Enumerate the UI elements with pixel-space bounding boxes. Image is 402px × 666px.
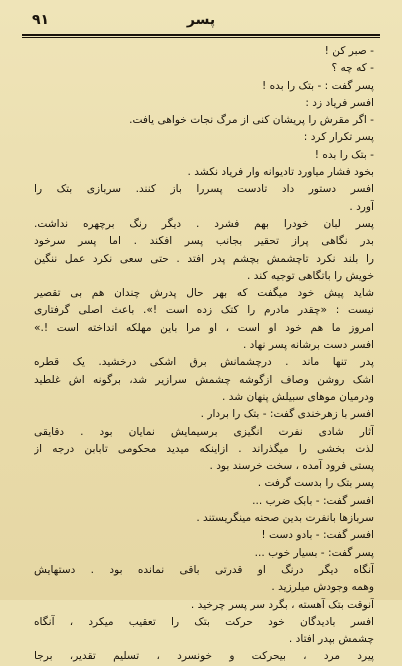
- header-rule-thick: [22, 34, 380, 36]
- header-rule-thin: [22, 37, 380, 38]
- text-line: - که چه ؟: [331, 62, 374, 75]
- text-line: افسر گفت: - بابک ضرب ...: [252, 494, 374, 507]
- text-line: آنگاه دیگر درنگ او قدرتی باقی نمانده بود . دستهایش: [34, 563, 374, 576]
- text-line: افسر گفت: - بادو دست !: [261, 529, 374, 542]
- text-line: شاید پیش خود میگفت که بهر حال پدرش چندان هم بی تقصیر: [34, 287, 374, 300]
- text-line: افسر با زهرخندی گفت: - بتک را بردار .: [200, 408, 374, 421]
- text-line: آنوقت بتک آهسته ، بگرد سر پسر چرخید .: [190, 598, 374, 611]
- text-line: لذت بخشی را میگذراند . ازاینکه میدید محکومی تابابن درجه از: [34, 442, 374, 455]
- text-line: امروز ما هم خود او است ، او مرا باین مهلکه انداخته است !.»: [34, 321, 374, 334]
- text-line: اشک روشن وصاف ازگوشه چشمش سرازیر شد، برگونه اش غلطید: [34, 373, 374, 386]
- page-number: ۹۱: [32, 12, 50, 28]
- text-line: بخود فشار میاورد تادیوانه وار فریاد نکشد .: [187, 166, 374, 179]
- text-line: - بتک را بده !: [314, 148, 374, 161]
- text-line: آورد .: [349, 200, 374, 213]
- text-line: را بلند نکرد تاچشمش بچشم پدر افتد . حتی سعی نکرد عمل ننگین: [34, 252, 374, 265]
- text-line: - اگر مقرش را پریشان کنی از مرگ نجات خواهی یافت.: [129, 114, 374, 127]
- page-header: [22, 12, 380, 32]
- text-line: پسر لبان خودرا بهم فشرد . دیگر رنگ برچهره نداشت.: [34, 217, 374, 230]
- text-line: افسر دستور داد تادست پسررا باز کنند. سربازی بتک را: [34, 183, 374, 196]
- text-line: - صبر کن !: [324, 45, 374, 57]
- text-line: افسر دست برشانه پسر نهاد .: [242, 339, 374, 352]
- body-text: [34, 43, 374, 663]
- text-line: وهمه وجودش میلرزید .: [271, 581, 374, 594]
- text-line: چشمش بپدر افتاد .: [288, 633, 374, 646]
- text-line: خویش را باتگاهی توجیه کند .: [246, 269, 374, 282]
- running-title: پسر: [186, 12, 216, 28]
- text-line: ودرمیان موهای سبیلش پنهان شد .: [221, 390, 374, 403]
- text-line: سربازها بانفرت بدین صحنه مینگریستند .: [196, 512, 374, 525]
- text-line: افسر فریاد زد :: [305, 96, 374, 109]
- text-line: پسر گفت: - بسیار خوب ...: [254, 546, 374, 559]
- text-line: پسر تکرار کرد :: [303, 131, 374, 144]
- text-line: آثار شادی نفرت انگیزی برسیمایش نمایان بود . دقایقی: [34, 425, 374, 438]
- text-line: بدر نگاهی پراز تحقیر بجانب پسر افکند . اما پسر سرخود: [34, 235, 374, 248]
- text-line: افسر باديدگان خود حرکت بتک را تعقیب میکرد ، آنگاه: [34, 615, 374, 628]
- text-line: پستی فرود آمده ، سخت خرسند بود .: [209, 460, 374, 473]
- text-line: پیرد مرد ، بیحرکت و خونسرد ، تسلیم تقدیر، برجا: [34, 650, 374, 663]
- text-line: نیست : «چقدر مادرم را کتک زده است !». باعث اصلی گرفتاری: [34, 304, 374, 317]
- text-line: پسر گفت : - بتک را بده !: [261, 79, 374, 92]
- text-line: پدر تنها ماند . درچشمانش برق اشکی درخشید. یک قطره: [34, 356, 374, 369]
- text-line: پسر بتک را بدست گرفت .: [257, 477, 374, 490]
